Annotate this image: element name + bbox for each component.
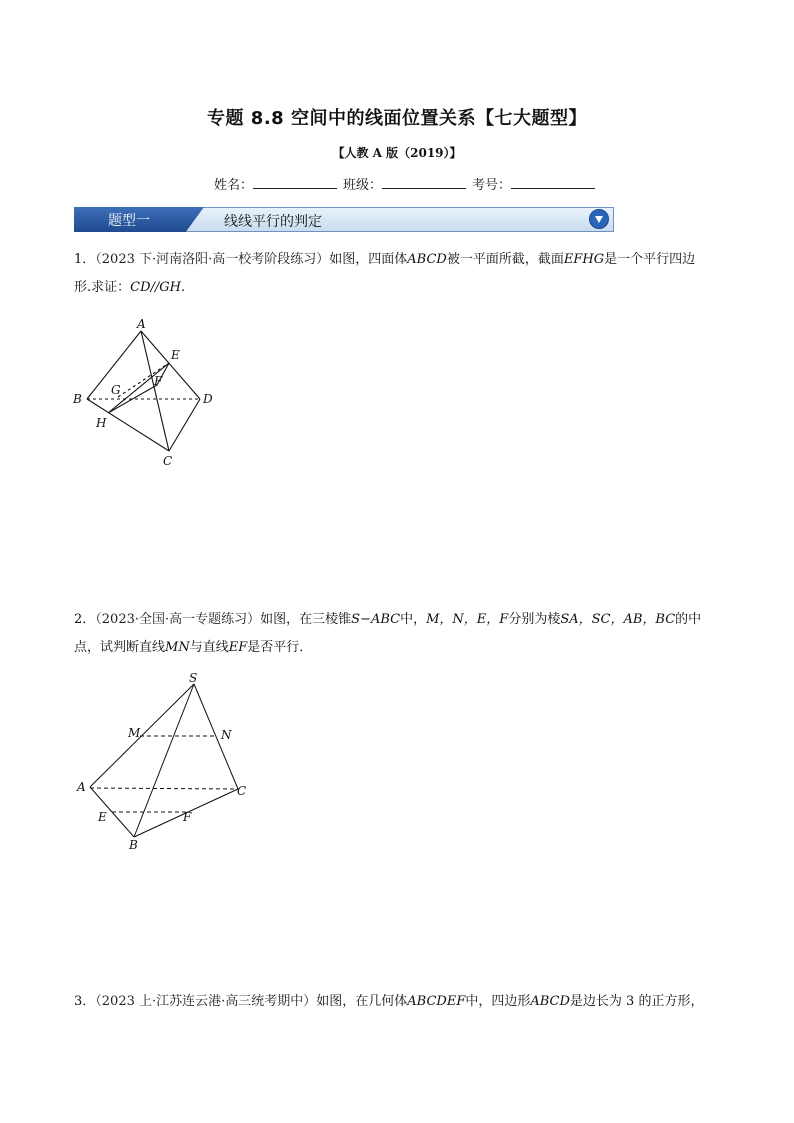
- section-tag-label: 题型一: [108, 213, 150, 229]
- question-2-line-1: [74, 606, 734, 634]
- vertex-label-d: D: [203, 392, 213, 406]
- question-source: （2023 上·江苏连云港·高三统考期中）: [95, 994, 317, 1009]
- point-label-f: F: [154, 374, 163, 388]
- vertex-label-a: A: [137, 317, 146, 331]
- question-text: 是边长为 3 的正方形，: [569, 994, 704, 1009]
- math-expression: ABCD: [530, 994, 570, 1009]
- vertex-label-c: C: [163, 454, 173, 468]
- point-label-n: N: [221, 728, 232, 742]
- math-expression: CD//GH: [130, 280, 181, 295]
- math-expression: EF: [228, 640, 248, 655]
- question-text: 如图，在几何体: [316, 994, 408, 1009]
- id-label: 考号：: [472, 178, 512, 193]
- point-label-e: E: [98, 810, 107, 824]
- point-label-e: E: [171, 348, 180, 362]
- question-text: 点，试判断直线: [74, 640, 166, 655]
- name-label: 姓名：: [214, 178, 254, 193]
- point-label-m: M: [128, 726, 141, 740]
- question-text: .: [181, 280, 186, 295]
- question-2-line-2: [74, 634, 734, 662]
- edition-label: 【人教 A 版（2019）】: [332, 146, 462, 160]
- question-3: [74, 988, 734, 1016]
- question-number: 2．: [74, 612, 96, 627]
- math-expression: S−ABC: [351, 612, 401, 627]
- point-label-f: F: [183, 810, 192, 824]
- question-text: 中，: [400, 612, 427, 627]
- question-number: 1．: [74, 252, 96, 267]
- question-text: 如图，四面体: [329, 252, 408, 267]
- section-title: 线线平行的判定: [224, 214, 322, 230]
- vertex-label-b: B: [73, 392, 82, 406]
- math-expression: EFHG: [563, 252, 605, 267]
- question-2: [74, 606, 734, 662]
- math-expression: SA，SC，AB，BC: [560, 612, 676, 627]
- question-text: 是否平行．: [247, 640, 313, 655]
- page-title: 专题 8.8 空间中的线面位置关系【七大题型】: [207, 108, 587, 129]
- question-source: （2023 下·河南洛阳·高一校考阶段练习）: [95, 252, 330, 267]
- math-expression: ABCD: [407, 252, 447, 267]
- vertex-label-b: B: [129, 838, 138, 852]
- math-expression: MN: [165, 640, 190, 655]
- question-source: （2023·全国·高一专题练习）: [95, 612, 261, 627]
- vertex-label-c: C: [237, 784, 247, 798]
- question-3-line-1: [74, 988, 734, 1016]
- question-text: 形.求证：: [74, 280, 131, 295]
- question-text: 与直线: [189, 640, 229, 655]
- question-text: 中，四边形: [465, 994, 531, 1009]
- point-label-h: H: [96, 416, 107, 430]
- math-expression: M，N，E，F: [426, 612, 509, 627]
- question-text: 是一个平行四边: [604, 252, 696, 267]
- vertex-label-s: S: [189, 671, 198, 685]
- question-text: 被一平面所截，截面: [446, 252, 564, 267]
- question-text: 分别为棱: [508, 612, 561, 627]
- question-number: 3．: [74, 994, 96, 1009]
- vertex-label-a: A: [77, 780, 86, 794]
- math-expression: ABCDEF: [407, 994, 466, 1009]
- question-text: 如图，在三棱锥: [260, 612, 352, 627]
- question-text: 的中: [675, 612, 702, 627]
- point-label-g: G: [111, 383, 121, 397]
- class-label: 班级：: [343, 178, 383, 193]
